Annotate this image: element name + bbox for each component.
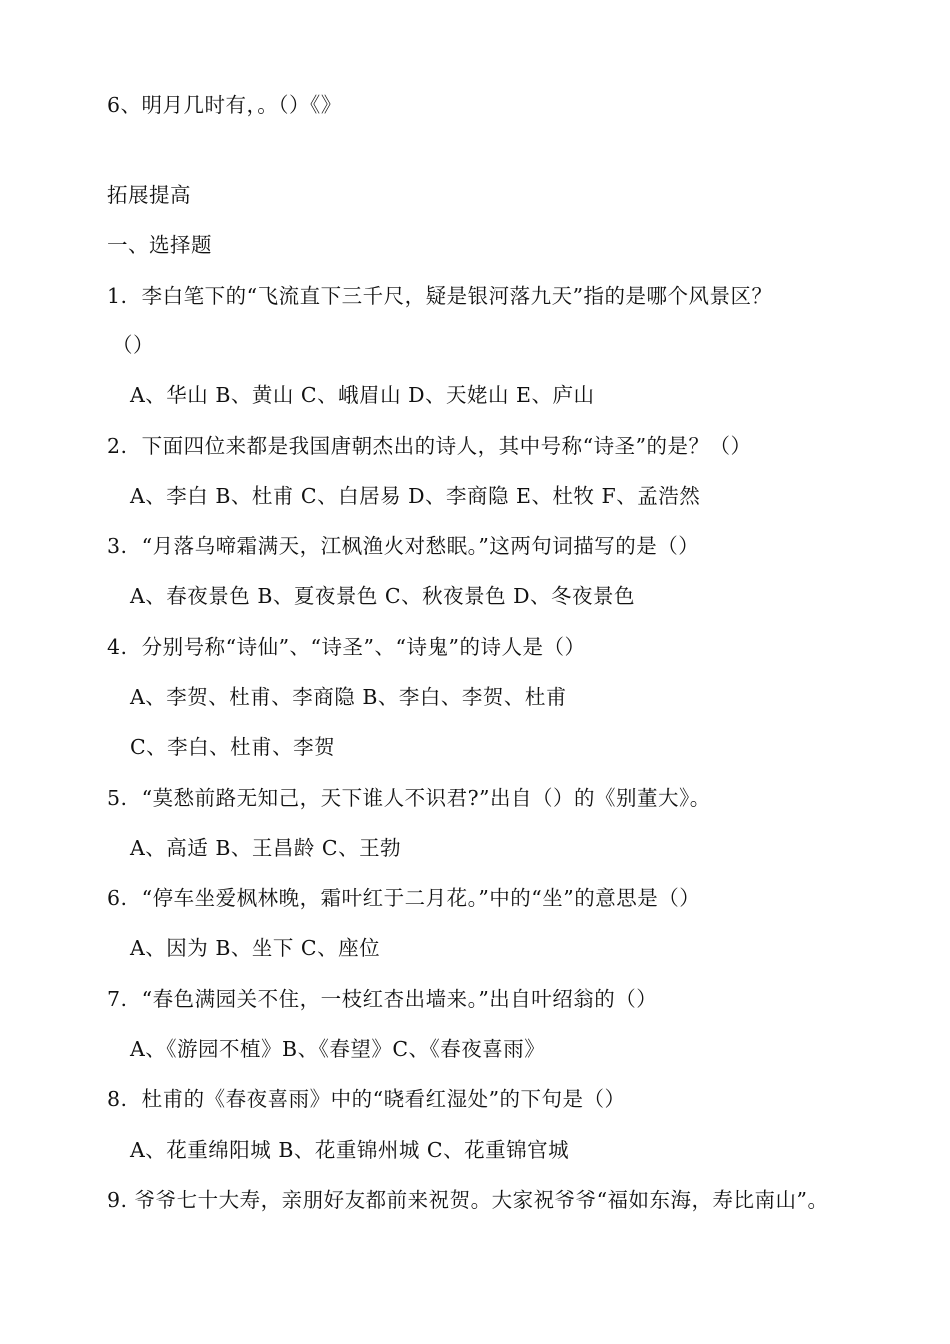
question-3: 3. “月落乌啼霜满天，江枫渔火对愁眠。”这两句词描写的是（） — [107, 534, 700, 558]
question-5: 5. “莫愁前路无知己，天下谁人不识君?”出自（）的《别董大》。 — [107, 786, 711, 810]
question-6: 6. “停车坐爱枫林晚，霜叶红于二月花。”中的“坐”的意思是（） — [107, 886, 701, 910]
question-1: 1. 李白笔下的“飞流直下三千尺，疑是银河落九天”指的是哪个风景区？ — [107, 284, 773, 308]
part-title: 一、选择题 — [107, 233, 212, 257]
question-4-options-line-1: A、李贺、杜甫、李商隐 B、李白、李贺、杜甫 — [130, 685, 567, 709]
question-3-options: A、春夜景色 B、夏夜景色 C、秋夜景色 D、冬夜景色 — [130, 584, 636, 608]
question-7-options: A、《游园不植》B、《春望》C、《春夜喜雨》 — [130, 1037, 546, 1061]
question-5-options: A、高适 B、王昌龄 C、王勃 — [130, 836, 402, 860]
question-9: 9. 爷爷七十大寿，亲朋好友都前来祝贺。大家祝爷爷“福如东海，寿比南山”。 — [107, 1188, 829, 1212]
question-6-options: A、因为 B、坐下 C、座位 — [130, 936, 381, 960]
question-4: 4. 分别号称“诗仙”、“诗圣”、“诗鬼”的诗人是（） — [107, 635, 586, 659]
question-4-options-line-2: C、李白、杜甫、李贺 — [130, 735, 336, 759]
intro-line: 6、明月几时有，。（）《》 — [107, 93, 342, 117]
question-2-options: A、李白 B、杜甫 C、白居易 D、李商隐 E、杜牧 F、孟浩然 — [130, 484, 701, 508]
section-title: 拓展提高 — [107, 183, 191, 207]
question-1-continuation: （） — [112, 333, 154, 357]
question-1-options: A、华山 B、黄山 C、峨眉山 D、天姥山 E、庐山 — [130, 383, 595, 407]
question-7: 7. “春色满园关不住，一枝红杏出墙来。”出自叶绍翁的（） — [107, 987, 658, 1011]
question-8: 8. 杜甫的《春夜喜雨》中的“晓看红湿处”的下句是（） — [107, 1087, 626, 1111]
question-8-options: A、花重绵阳城 B、花重锦州城 C、花重锦官城 — [130, 1138, 570, 1162]
question-2: 2. 下面四位来都是我国唐朝杰出的诗人，其中号称“诗圣”的是？（） — [107, 434, 752, 458]
